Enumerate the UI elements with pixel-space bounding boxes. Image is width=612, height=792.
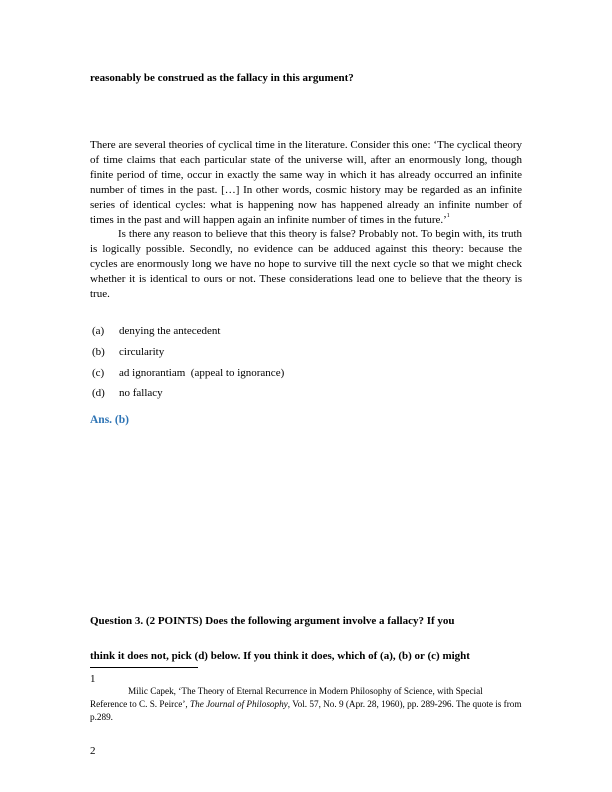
page-number: 2 (90, 745, 96, 757)
option-text: circularity (119, 345, 165, 358)
option-letter: (c) (92, 366, 105, 379)
option-d (92, 387, 492, 408)
option-c (92, 367, 492, 388)
option-letter: (a) (92, 325, 105, 337)
question-2-continuation: reasonably be construed as the fallacy in this argument? (90, 72, 354, 84)
option-letter: (b) (92, 345, 105, 358)
passage-paragraph-1-text: There are several theories of cyclical time in the literature. Consider this one: ‘The cyclical theory of time claims that each particular state of the universe will, after an enormously long, though finite period of time, occur in exactly the same way in which it has already occurred an infinite number of times in the past. […] In other words, cosmic history may be regarded as an infinite series of identical cycles: what is happening now has happened already an infinite number of times in the past and will happen again an infinite number of times in the future.’ (90, 139, 522, 226)
footnote-text-b: , Vol. 57, No. 9 (Apr. 28, 1960), pp. 289-296. The quote is from p.289. (90, 699, 522, 722)
passage-paragraph-2: Is there any reason to believe that this theory is false? Probably not. To begin with, its truth is logically possible. Secondly, no evidence can be adduced against this theory: because the cycles are enormously long we have no hope to survive till the next cycle so that we might check whether it is identical to ours or not. These considerations lead one to believe that the theory is true. (90, 228, 522, 301)
passage-paragraph-1 (90, 138, 522, 227)
option-a (92, 325, 492, 346)
footnote-text (90, 685, 522, 724)
footnote-number: 1 (90, 673, 96, 685)
question-3-line-1: Question 3. (2 POINTS) Does the following argument involve a fallacy? If you (90, 615, 455, 627)
argument-passage (90, 138, 522, 302)
option-text: no fallacy (119, 387, 163, 400)
option-b (92, 346, 492, 367)
option-text: denying the antecedent (119, 325, 221, 337)
answer-options (92, 325, 492, 408)
footnote-text-a: Milic Capek, ‘The Theory of Eternal Recurrence in Modern Philosophy of Science, with Special Reference to C. S. Peirce’, (90, 686, 483, 709)
footnote-separator (90, 667, 198, 668)
answer-label: Ans. (b) (90, 414, 129, 426)
footnote-reference: 1 (446, 212, 450, 219)
footnote-journal: The Journal of Philosophy (190, 699, 288, 709)
question-3-line-2: think it does not, pick (d) below. If you think it does, which of (a), (b) or (c) might (90, 650, 470, 662)
option-text: ad ignorantiam (appeal to ignorance) (119, 366, 285, 379)
option-letter: (d) (92, 387, 105, 400)
